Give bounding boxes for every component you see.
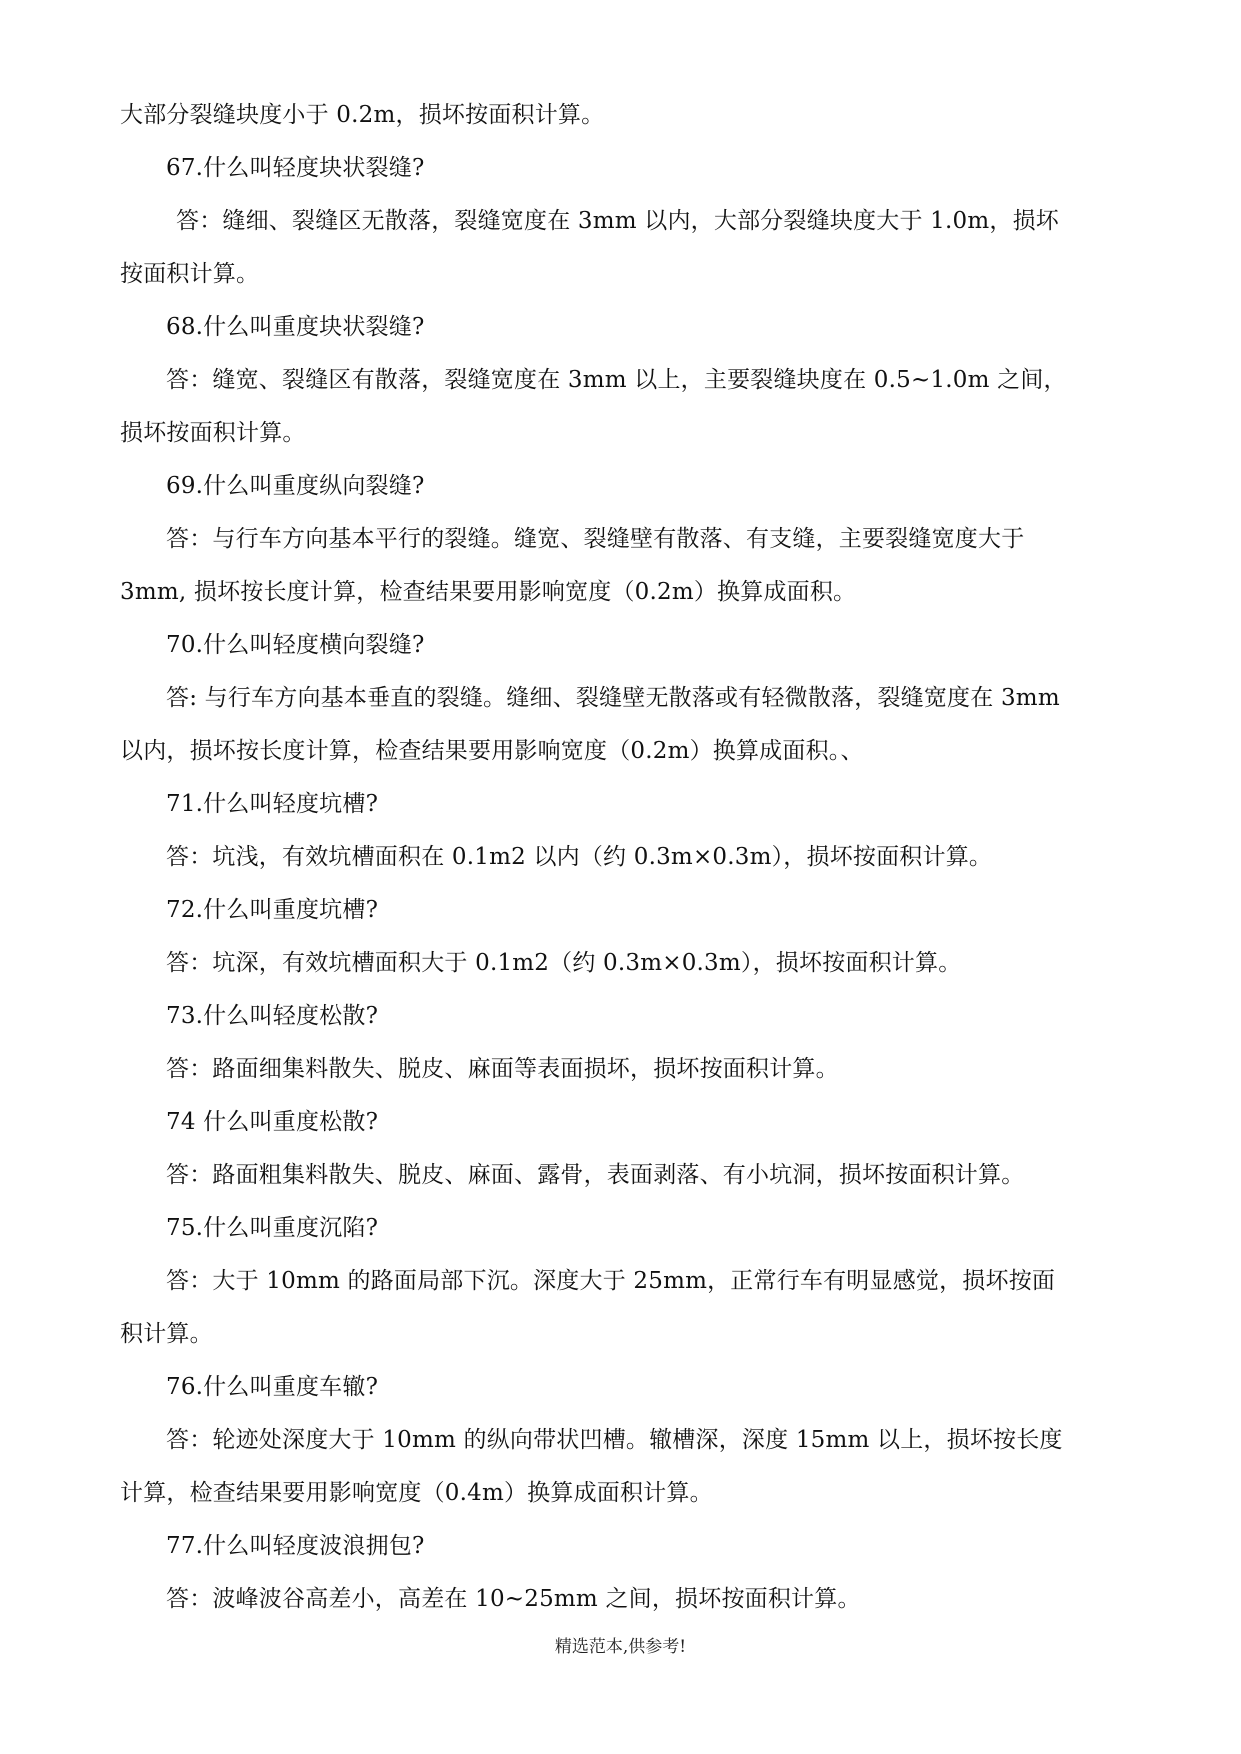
answer-70-cont: 以内，损坏按长度计算，检查结果要用影响宽度（0.2m）换算成面积。、	[120, 738, 864, 764]
answer-73: 答：路面细集料散失、脱皮、麻面等表面损坏，损坏按面积计算。	[166, 1056, 839, 1082]
answer-77: 答：波峰波谷高差小，高差在 10~25mm 之间，损坏按面积计算。	[166, 1586, 861, 1612]
question-72: 72.什么叫重度坑槽?	[166, 897, 379, 923]
answer-68: 答：缝宽、裂缝区有散落，裂缝宽度在 3mm 以上，主要裂缝块度在 0.5~1.0m 之间，	[166, 367, 1067, 393]
question-75: 75.什么叫重度沉陷?	[166, 1215, 379, 1241]
answer-75-cont: 积计算。	[120, 1321, 213, 1347]
answer-69-cont: 3mm, 损坏按长度计算，检查结果要用影响宽度（0.2m）换算成面积。	[120, 579, 857, 605]
question-76: 76.什么叫重度车辙?	[166, 1374, 379, 1400]
answer-69: 答：与行车方向基本平行的裂缝。缝宽、裂缝壁有散落、有支缝，主要裂缝宽度大于	[166, 526, 1025, 552]
answer-68-cont: 损坏按面积计算。	[120, 420, 306, 446]
answer-75: 答：大于 10mm 的路面局部下沉。深度大于 25mm，正常行车有明显感觉，损坏按面	[166, 1268, 1056, 1294]
answer-67: 答：缝细、裂缝区无散落，裂缝宽度在 3mm 以内，大部分裂缝块度大于 1.0m，损坏	[176, 208, 1059, 234]
answer-76: 答：轮迹处深度大于 10mm 的纵向带状凹槽。辙槽深，深度 15mm 以上，损坏按长度	[166, 1427, 1063, 1453]
question-73: 73.什么叫轻度松散?	[166, 1003, 379, 1029]
question-74: 74 什么叫重度松散?	[166, 1109, 379, 1135]
question-77: 77.什么叫轻度波浪拥包?	[166, 1533, 425, 1559]
document-body	[120, 102, 1130, 1612]
answer-72: 答：坑深，有效坑槽面积大于 0.1m2（约 0.3m×0.3m），损坏按面积计算。	[166, 950, 962, 976]
answer-71: 答：坑浅，有效坑槽面积在 0.1m2 以内（约 0.3m×0.3m），损坏按面积计算。	[166, 844, 993, 870]
answer-70: 答: 与行车方向基本垂直的裂缝。缝细、裂缝壁无散落或有轻微散落，裂缝宽度在 3mm	[166, 685, 1060, 711]
question-71: 71.什么叫轻度坑槽?	[166, 791, 379, 817]
page-footer: 精选范本,供参考!	[554, 1637, 687, 1657]
question-69: 69.什么叫重度纵向裂缝?	[166, 473, 425, 499]
answer-67-cont: 按面积计算。	[120, 261, 260, 287]
answer-76-cont: 计算，检查结果要用影响宽度（0.4m）换算成面积计算。	[120, 1480, 713, 1506]
question-68: 68.什么叫重度块状裂缝?	[166, 314, 425, 340]
question-70: 70.什么叫轻度横向裂缝?	[166, 632, 425, 658]
question-67: 67.什么叫轻度块状裂缝?	[166, 155, 425, 181]
body-line: 大部分裂缝块度小于 0.2m，损坏按面积计算。	[120, 102, 605, 128]
answer-74: 答：路面粗集料散失、脱皮、麻面、露骨，表面剥落、有小坑洞，损坏按面积计算。	[166, 1162, 1025, 1188]
